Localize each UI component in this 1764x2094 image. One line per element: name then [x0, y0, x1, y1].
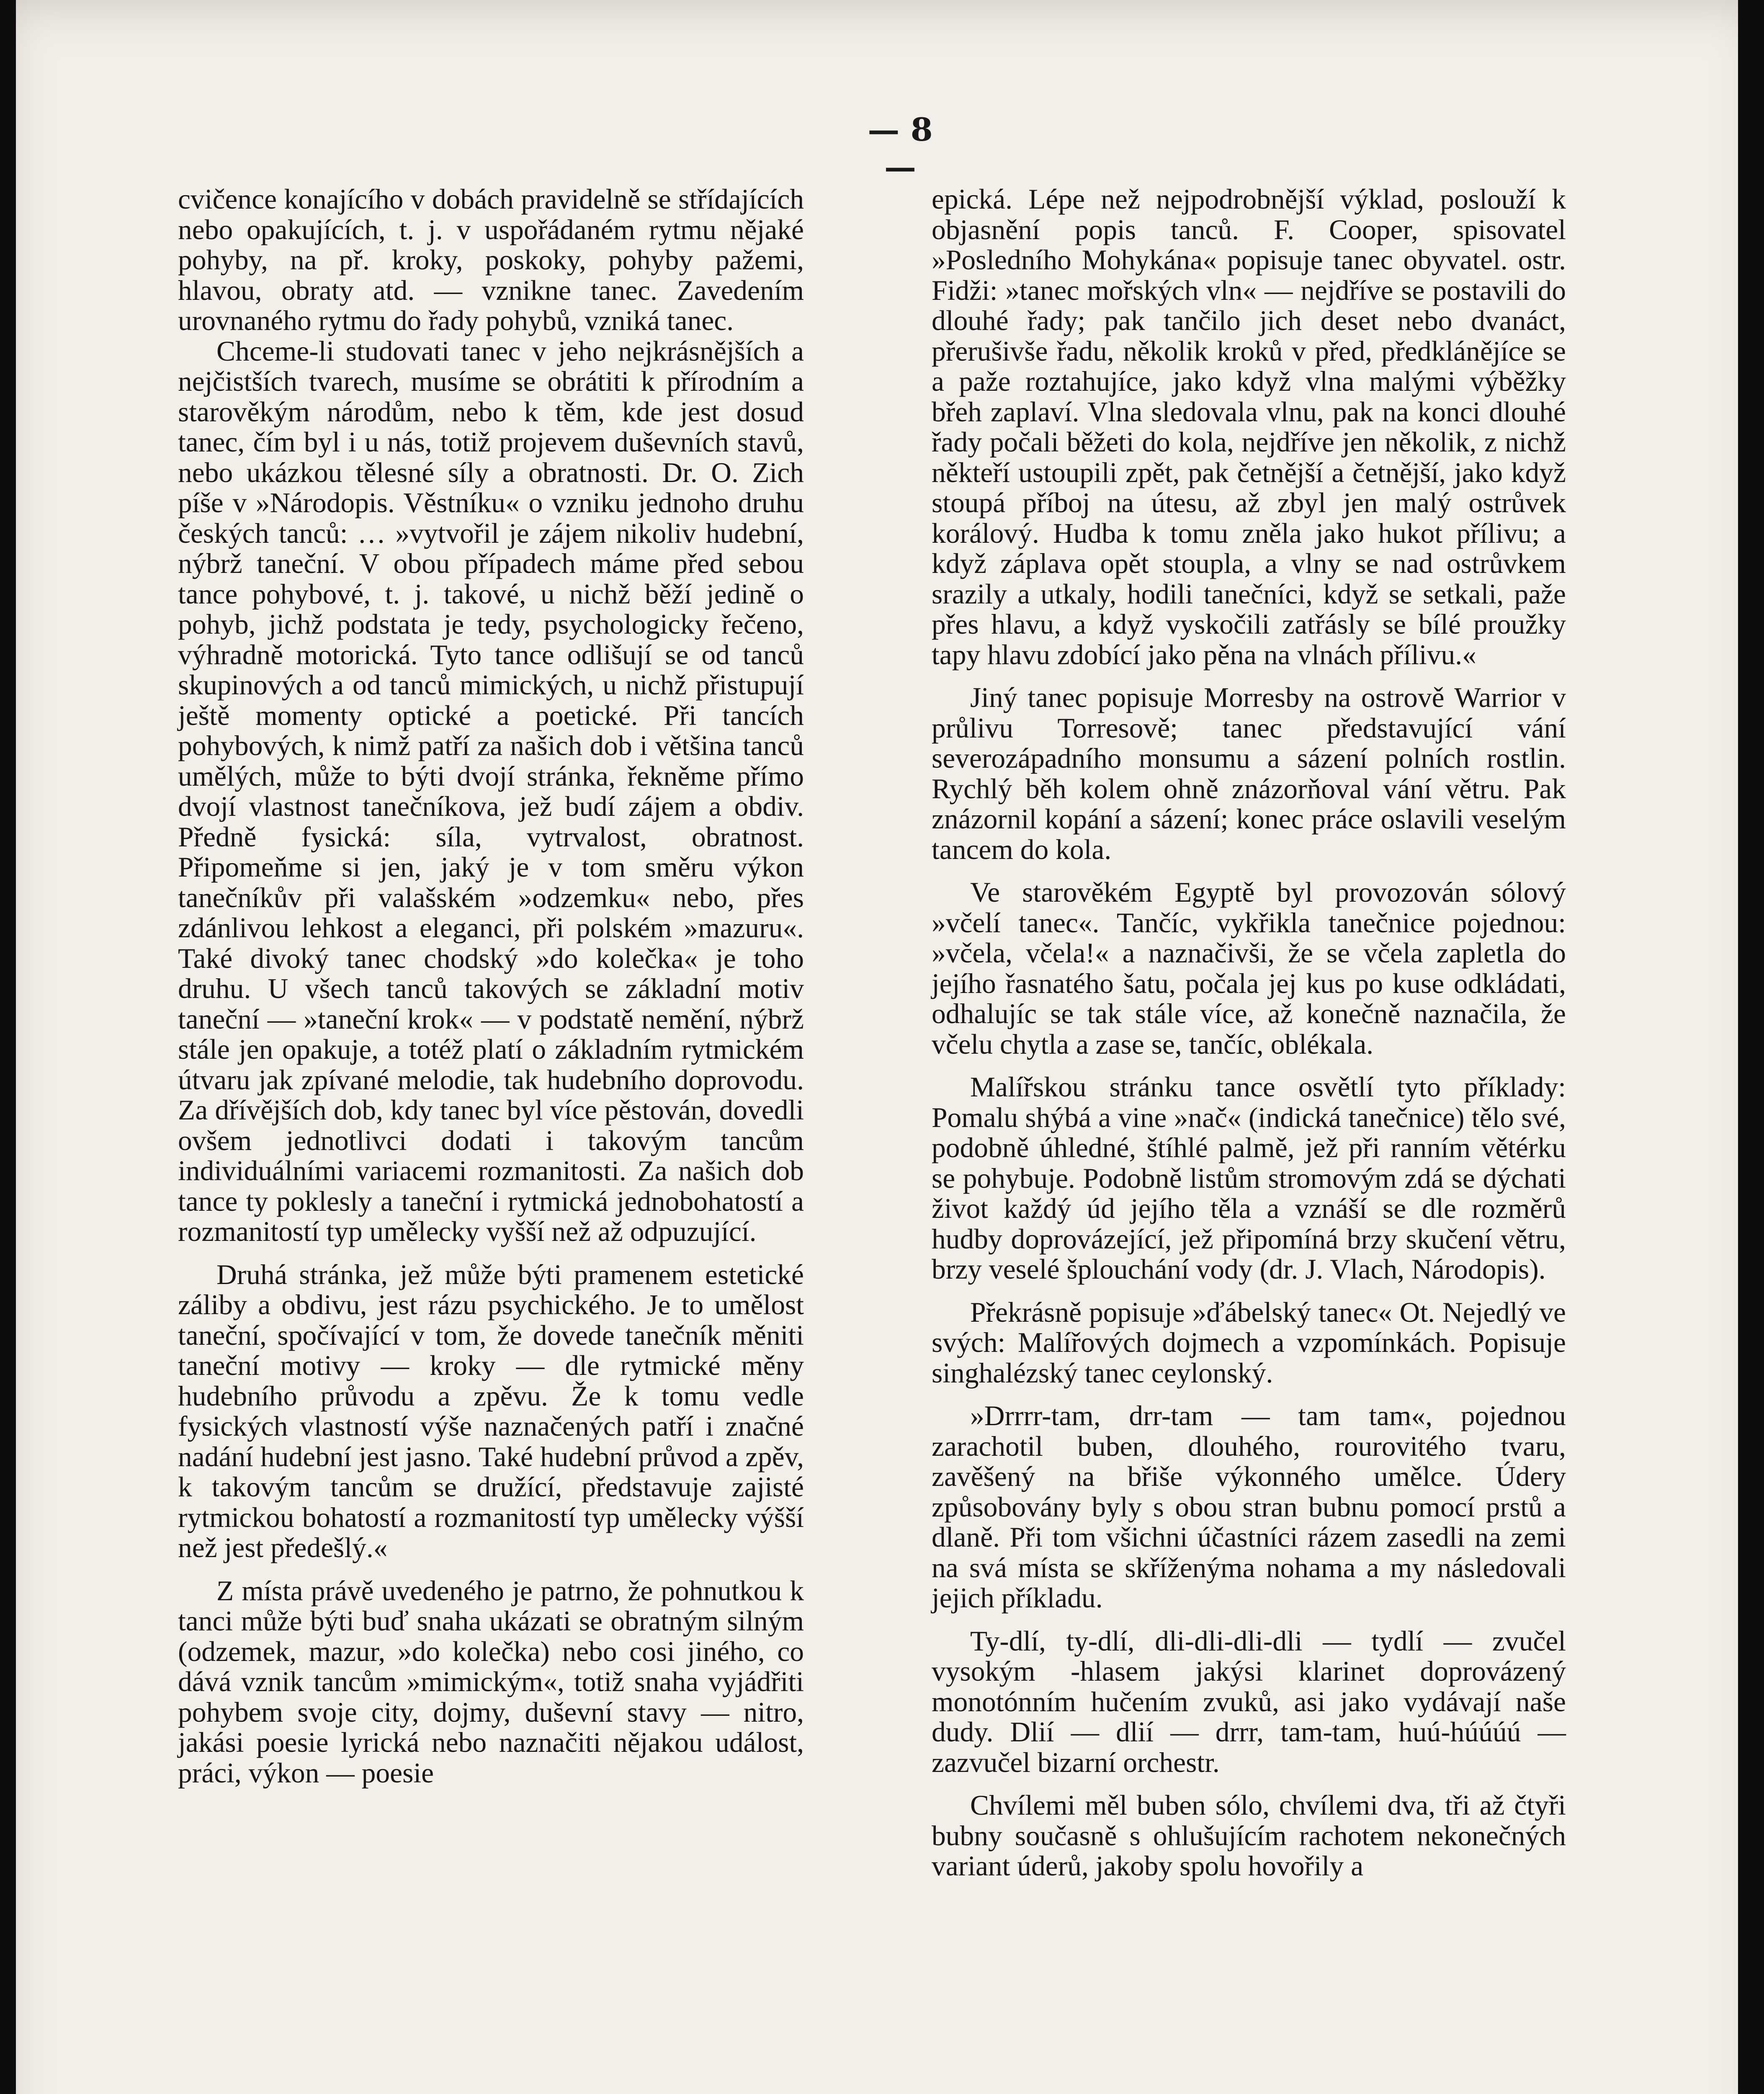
paragraph: Malířskou stránku tance osvětlí tyto příklady: Pomalu shýbá a vine »nač« (indická tanečnice) tělo své, podobně úhledné, štíhlé palmě, jež při ranním větérku se pohybuje. Podobně listům stromovým zdá se dýchati život každý úd jejího těla a vznáší se dle rozměrů hudby doprovázející, jež připomíná brzy skučení větru, brzy veselé šplouchání vody (dr. J. Vlach, Národopis).: [932, 1071, 1566, 1285]
scan-edge-left: [0, 0, 16, 2094]
paragraph: Z místa právě uvedeného je patrno, že pohnutkou k tanci může býti buď snaha ukázati se obratným silným (odzemek, mazur, »do kolečka) nebo cosi jiného, co dává vznik tancům »mimickým«, totiž snaha vyjádřiti pohybem svoje city, dojmy, duševní stavy — nitro, jakási poesie lyrická nebo naznačiti nějakou událost, práci, výkon — poesie: [178, 1575, 804, 1789]
paragraph: Chceme-li studovati tanec v jeho nejkrásnějších a nejčistších tvarech, musíme se obrátiti k přírodním a starověkým národům, nebo k těm, kde jest dosud tanec, čím byl i u nás, totiž projevem duševních stavů, nebo ukázkou tělesné síly a obratnosti. Dr. O. Zich píše v »Národopis. Věstníku« o vzniku jednoho druhu českých tanců: … »vytvořil je zájem nikoliv hudební, nýbrž taneční. V obou případech máme před sebou tance pohybové, t. j. takové, u nichž běží jedině o pohyb, jichž podstata je tedy, psychologicky řečeno, výhradně motorická. Tyto tance odlišují se od tanců skupinových a od tanců mimických, u nichž přistupují ještě momenty optické a poetické. Při tancích pohybových, k nimž patří za našich dob i většina tanců umělých, může to býti dvojí stránka, řekněme přímo dvojí vlastnost tanečníkova, jež budí zájem a obdiv. Předně fysická: síla, vytrvalost, obratnost. Připomeňme si jen, jaký je v tom směru výkon tanečníkův při valašském »odzemku« nebo, přes zdánlivou lehkost a eleganci, při polském »mazuru«. Také divoký tanec chodský »do kolečka« je toho druhu. U všech tanců takových se základní motiv taneční — »taneční krok« — v podstatě nemění, nýbrž stále jen opakuje, a totéž platí o základním rytmickém útvaru jak zpívané melodie, tak hudebního doprovodu. Za dřívějších dob, kdy tanec byl více pěstován, dovedli ovšem jednotlivci dodati i takovým tancům individuálními variacemi rozmanitosti. Za našich dob tance ty poklesly a taneční i rytmická jednobohatostí a rozmanitostí typ umělecky vyšší než až odpuzující.: [178, 335, 804, 1247]
page-number: — 8 —: [868, 111, 933, 186]
paragraph: »Drrrr-tam, drr-tam — tam tam«, pojednou zarachotil buben, dlouhého, rourovitého tvaru, zavěšený na břiše výkonného umělce. Údery způsobovány byly s obou stran bubnu pomocí prstů a dlaně. Při tom všichni účastníci rázem zasedli na zemi na svá místa se skříženýma nohama a my následovali jejich příkladu.: [932, 1400, 1566, 1614]
paragraph: Ve starověkém Egyptě byl provozován sólový »včelí tanec«. Tančíc, vykřikla tanečnice pojednou: »včela, včela!« a naznačivši, že se včela zapletla do jejího řasnatého šatu, počala jej kus po kuse odkládati, odhalujíc se tak stále více, až konečně naznačila, že včelu chytla a zase se, tančíc, oblékala.: [932, 877, 1566, 1060]
right-column: [932, 184, 1566, 1882]
scan-edge-right: [1738, 0, 1764, 2094]
paragraph: Druhá stránka, jež může býti pramenem estetické záliby a obdivu, jest rázu psychického. Je to umělost taneční, spočívající v tom, že dovede tanečník měniti taneční motivy — kroky — dle rytmické měny hudebního průvodu a zpěvu. Že k tomu vedle fysických vlastností výše naznačených patří i značné nadání hudební jest jasno. Také hudební průvod a zpěv, k takovým tancům se družící, představuje zajisté rytmickou bohatostí a rozmanitostí typ umělecky výšší než jest předešlý.«: [178, 1258, 804, 1563]
paragraph: epická. Lépe než nejpodrobnější výklad, poslouží k objasnění popis tanců. F. Cooper, spisovatel »Posledního Mohykána« popisuje tanec obyvatel. ostr. Fidži: »tanec mořských vln« — nejdříve se postavili do dlouhé řady; pak tančilo jich deset nebo dvanáct, přerušivše řadu, několik kroků v před, předklánějíce se a paže roztahujíce, jako když vlna malými výběžky břeh zaplaví. Vlna sledovala vlnu, pak na konci dlouhé řady počali běžeti do kola, nejdříve jen několik, z nichž někteří ustoupili zpět, pak četnější a četnější, jako když stoupá příboj na útesu, až zbyl jen malý ostrůvek korálový. Hudba k tomu zněla jako hukot přílivu; a když záplava opět stoupla, a vlny se nad ostrůvkem srazily a utkaly, hodili tanečníci, když se setkali, paže přes hlavu, a když vyskočili zatřásly se bílé proužky tapy hlavu zdobící jako pěna na vlnách přílivu.«: [932, 183, 1566, 670]
paragraph: Překrásně popisuje »ďábelský tanec« Ot. Nejedlý ve svých: Malířových dojmech a vzpomínkách. Popisuje singhalézský tanec ceylonský.: [932, 1296, 1566, 1389]
paragraph: Ty-dlí, ty-dlí, dli-dli-dli-dli — tydlí — zvučel vysokým -hlasem jakýsi klarinet doprovázený monotónním hučením zvuků, asi jako vydávají naše dudy. Dlií — dlií — drrr, tam-tam, huú-húúúú — zazvučel bizarní orchestr.: [932, 1625, 1566, 1778]
paragraph: cvičence konajícího v dobách pravidelně se střídajících nebo opakujících, t. j. v uspořádaném rytmu nějaké pohyby, na př. kroky, poskoky, pohyby pažemi, hlavou, obraty atd. — vznikne tanec. Zavedením urovnaného rytmu do řady pohybů, vzniká tanec.: [178, 183, 804, 336]
left-column: [178, 184, 804, 1788]
paragraph: Chvílemi měl buben sólo, chvílemi dva, tři až čtyři bubny současně s ohlušujícím rachotem nekonečných variant úderů, jakoby spolu hovořily a: [932, 1790, 1566, 1882]
paragraph: Jiný tanec popisuje Morresby na ostrově Warrior v průlivu Torresově; tanec představující vání severozápadního monsumu a sázení polních rostlin. Rychlý běh kolem ohně znázorňoval vání větru. Pak znázornil kopání a sázení; konec práce oslavili veselým tancem do kola.: [932, 682, 1566, 865]
